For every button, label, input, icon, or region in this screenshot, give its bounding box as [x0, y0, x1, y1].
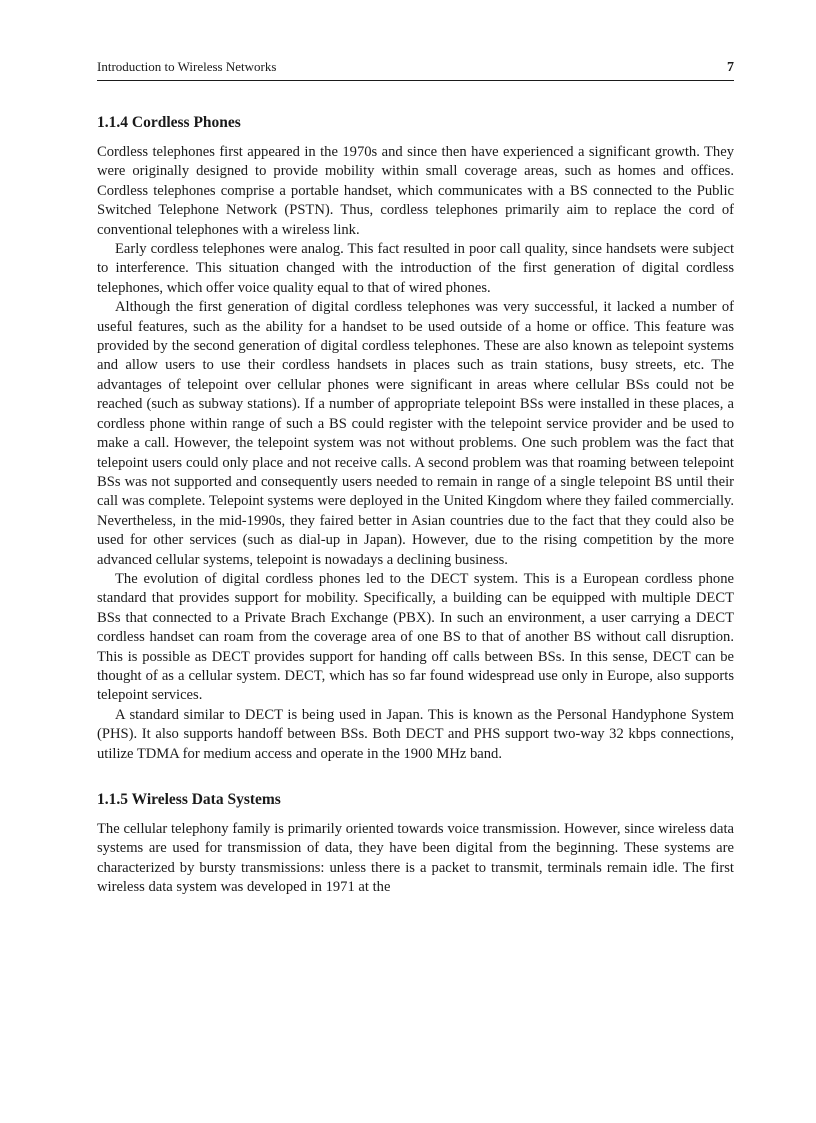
paragraph: Early cordless telephones were analog. This fact resulted in poor call quality, since handsets were subject to interference. This situation changed with the introduction of the first generation of digital cordless telephones, which offer voice quality equal to that of wired phones.: [97, 241, 734, 296]
page-number: 7: [727, 60, 734, 75]
document-page: [97, 58, 734, 898]
paragraph: Cordless telephones first appeared in the 1970s and since then have experienced a significant growth. They were originally designed to provide mobility within small coverage areas, such as homes and offices. Cordless telephones comprise a portable handset, which communicates with a BS connected to the Public Switched Telephone Network (PSTN). Thus, cordless telephones primarily aim to replace the cord of conventional telephones with a wireless link.: [97, 144, 734, 238]
running-header: [97, 58, 734, 81]
section-heading-wireless-data-systems: 1.1.5 Wireless Data Systems: [97, 791, 281, 808]
paragraph: The cellular telephony family is primarily oriented towards voice transmission. However, since wireless data systems are used for transmission of data, they have been digital from the beginning. These systems are characterized by bursty transmissions: unless there is a packet to transmit, terminals remain idle. The first wireless data system was developed in 1971 at the: [97, 821, 734, 896]
running-title: Introduction to Wireless Networks: [97, 59, 277, 74]
paragraph: A standard similar to DECT is being used in Japan. This is known as the Personal Handyphone System (PHS). It also supports handoff between BSs. Both DECT and PHS support two-way 32 kbps connections, utilize TDMA for medium access and operate in the 1900 MHz band.: [97, 706, 734, 762]
paragraph: The evolution of digital cordless phones led to the DECT system. This is a European cordless phone standard that provides support for mobility. Specifically, a building can be equipped with multiple DECT BSs that connected to a Private Brach Exchange (PBX). In such an environment, a user carrying a DECT cordless handset can roam from the coverage area of one BS to that of another BS without call disruption. This is possible as DECT provides support for handing off calls between BSs. In this sense, DECT can be thought of as a cellular system. DECT, which has so far found widespread use only in Europe, also supports telepoint services.: [97, 570, 734, 704]
section-heading-cordless-phones: 1.1.4 Cordless Phones: [97, 114, 241, 131]
paragraph: Although the first generation of digital cordless telephones was very successful, it lacked a number of useful features, such as the ability for a handset to be used outside of a home or office. This feature was provided by the second generation of digital cordless telephones. These are also known as telepoint systems and allow users to use their cordless handsets in places such as train stations, busy streets, etc. The advantages of telepoint over cellular phones were significant in areas where cellular BSs could not be reached (such as subway stations). If a number of appropriate telepoint BSs were installed in these places, a cordless phone within range of such a BS could register with the telepoint service provider and be used to make a call. However, the telepoint system was not without problems. One such problem was the fact that telepoint users could only place and not receive calls. A second problem was that roaming between telepoint BSs was not supported and consequently users needed to remain in range of a single telepoint BS until their call was complete. Telepoint systems were deployed in the United Kingdom where they failed commercially. Nevertheless, in the mid-1990s, they faired better in Asian countries due to the fact that they could also be used for other services (such as dial-up in Japan). However, due to the rising competition by the more advanced cellular systems, telepoint is nowadays a declining business.: [97, 299, 734, 568]
